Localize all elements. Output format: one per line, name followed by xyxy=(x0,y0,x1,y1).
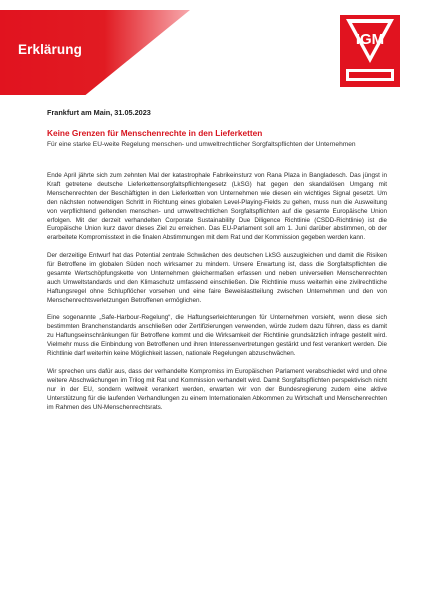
headline: Keine Grenzen für Menschenrechte in den Lieferketten xyxy=(47,128,263,138)
dateline: Frankfurt am Main, 31.05.2023 xyxy=(47,108,151,117)
paragraph: Ende April jährte sich zum zehnten Mal der katastrophale Fabrikeinsturz von Rana Plaza in Bangladesch. Das jüngst in Kraft getretene deutsche Lieferkettensorgfaltspflichtengesetz (LkSG) hat gegen den skandalösen Umgang mit Menschenrechten der Beschäftigten in den Lieferketten von Unternehmen wie diesen ein wichtiges Signal gesetzt. Um den nächsten notwendigen Schritt in Richtung eines globalen Level-Playing-Fields zu gehen, muss nun die Ausweitung von verpflichtend geltenden menschen- und umweltrechtlichen Sorgfaltspflichten auf die gesamte Europäische Union erfolgen. Mit der derzeit verhandelten Corporate Sustainability Due Diligence Richtlinie (CSDD-Richtlinie) ist die Europäische Union kurz davor dieses Ziel zu erreichen. Das EU-Parlament soll am 1. Juni darüber abstimmen, ob der erarbeitete Kompromisstext in die finalen Abstimmungen mit dem Rat und der Kommission gegeben werden kann. xyxy=(47,172,387,242)
paragraph: Eine sogenannte „Safe-Harbour-Regelung“, die Haftungserleichterungen für Unternehmen vorsieht, wenn diese sich bestimmten Branchenstandards anschließen oder Zertifizierungen verwenden, würde zudem dazu führen, dass es damit zu Haftungseinschränkungen für Betroffene kommt und die Wirksamkeit der Richtlinie grundsätzlich infrage gestellt wird. Vielmehr muss die Einbindung von Betroffenen und ihren Interessenvertretungen gestärkt und fest verankert werden. Die Richtlinie darf weiterhin keine Möglichkeit lassen, nationale Regelungen abzuschwächen. xyxy=(47,314,387,358)
subheadline: Für eine starke EU-weite Regelung menschen- und umweltrechtlicher Sorgfaltspflichten der Unternehmen xyxy=(47,141,356,148)
body-text xyxy=(47,172,387,421)
igm-logo-icon xyxy=(338,13,402,89)
paragraph: Wir sprechen uns dafür aus, dass der verhandelte Kompromiss im Europäischen Parlament verabschiedet wird und ohne weitere Abschwächungen im Trilog mit Rat und Kommission verhandelt wird. Damit Sorgfaltspflichten perspektivisch nicht nur in der EU, sondern weltweit verankert werden, erwarten wir von der Bundesregierung zudem eine aktive Unterstützung für die laufenden Verhandlungen zu einem Internationalen Abkommen zu Wirtschaft und Menschenrechten im Rahmen des UN-Menschenrechtsrats. xyxy=(47,367,387,411)
paragraph: Der derzeitige Entwurf hat das Potential zentrale Schwächen des deutschen LkSG auszugleichen und damit die Risiken für Betroffene im globalen Süden noch wirksamer zu mindern. Unsere Erwartung ist, dass die Sorgfaltspflichten die gesamte Wertschöpfungskette von Unternehmen gleichermaßen erfassen und neben universellen Menschenrechten auch Umweltstandards und den Klimaschutz umfassend einschließen. Die Richtlinie muss weiterhin eine zivilrechtliche Haftungsregel ohne Schlupflöcher vorsehen und eine faire Beweislastteilung zwischen Unternehmen und den von Menschenrechtsverletzungen Betroffenen ermöglichen. xyxy=(47,252,387,304)
svg-text:IGM: IGM xyxy=(355,31,385,48)
document-type-label: Erklärung xyxy=(18,42,82,57)
